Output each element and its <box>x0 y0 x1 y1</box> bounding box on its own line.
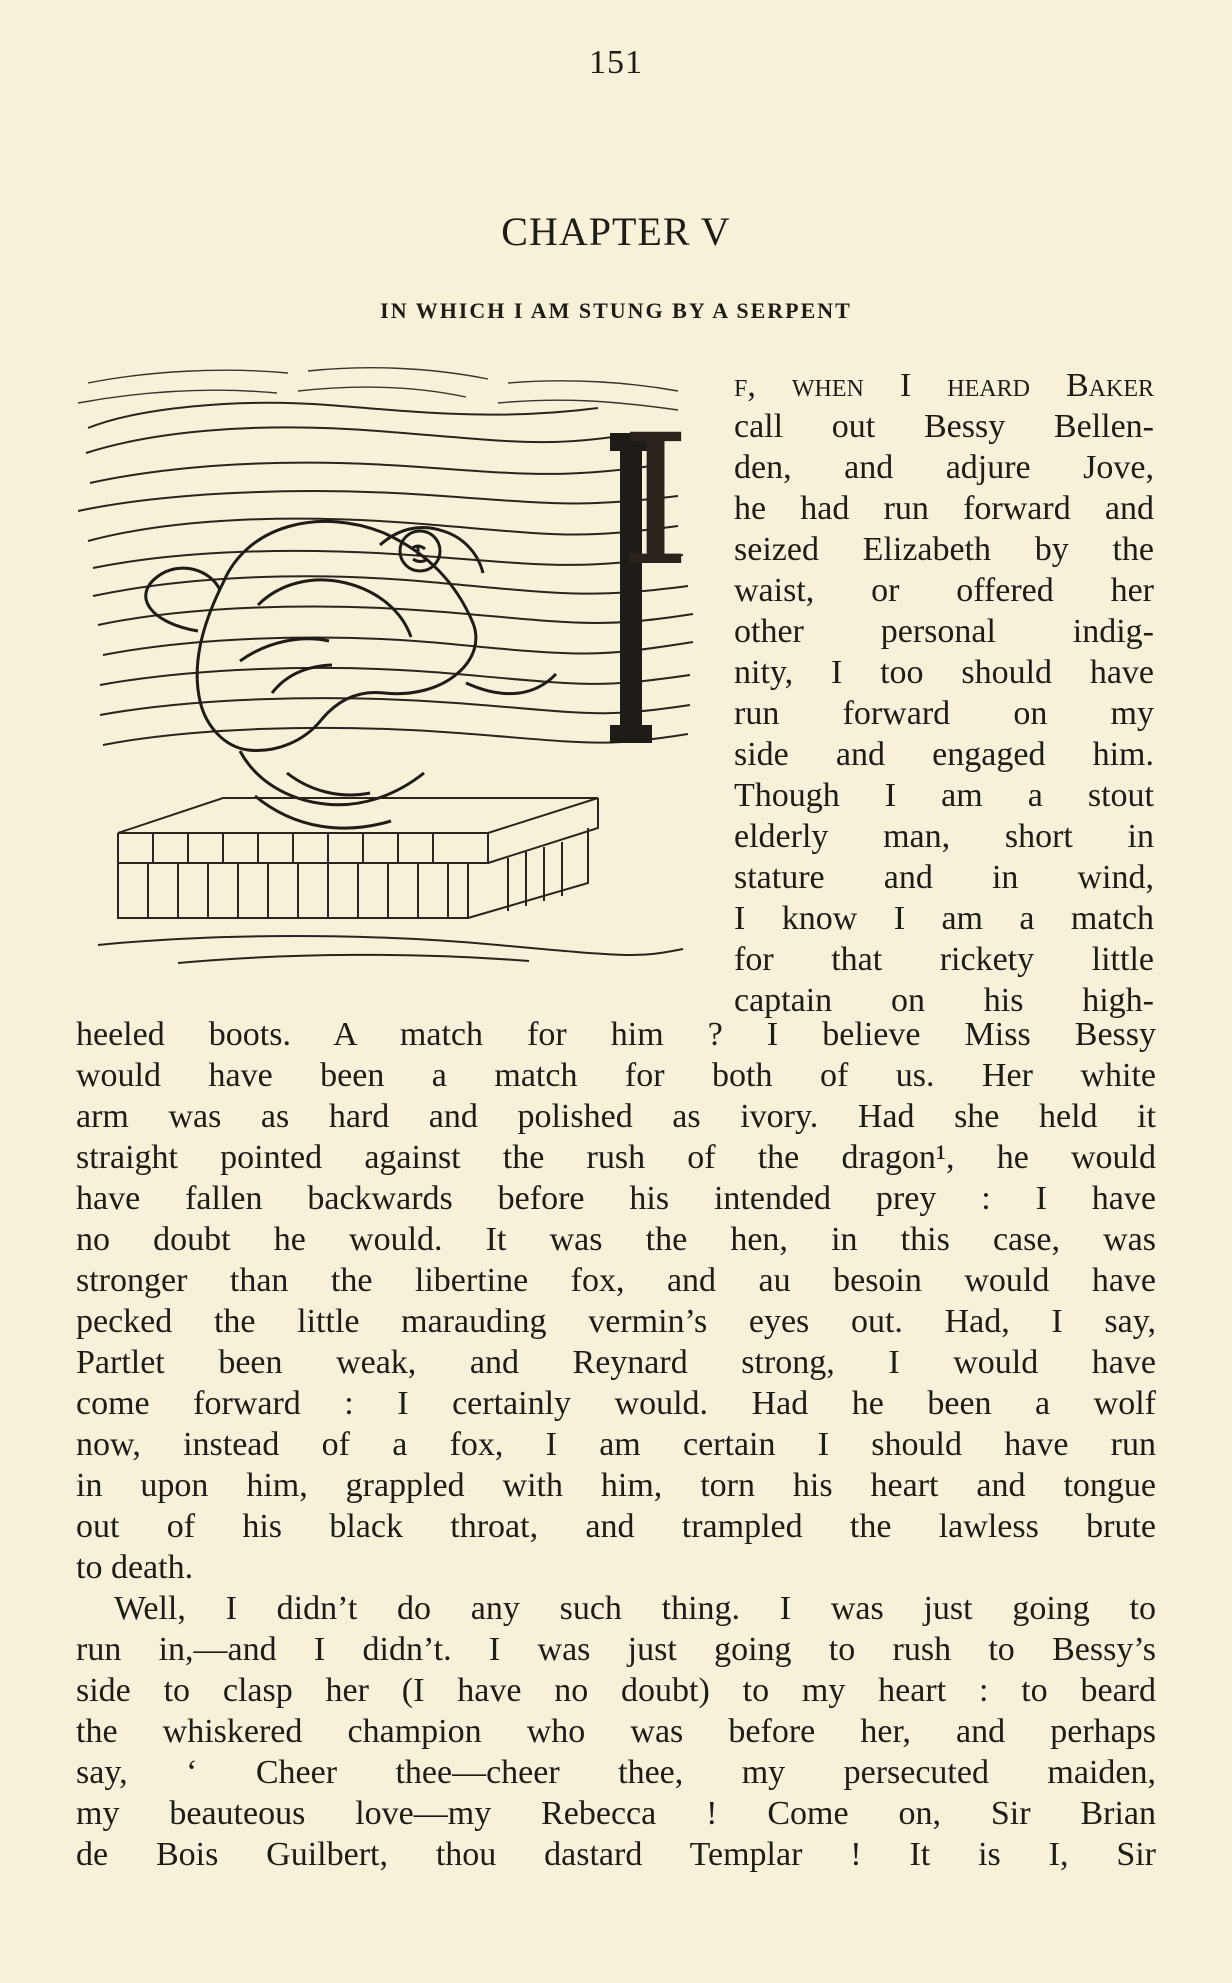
body-line: in upon him, grappled with him, torn his heart and tongue <box>76 1467 1156 1504</box>
side-line: captain on his high- <box>734 982 1154 1019</box>
body-line: Partlet been weak, and Reynard strong, I would have <box>76 1344 1156 1381</box>
body-line: out of his black throat, and trampled the lawless brute <box>76 1508 1156 1545</box>
side-line: run forward on my <box>734 695 1154 732</box>
body-line: have fallen backwards before his intended prey : I have <box>76 1180 1156 1217</box>
body-line: now, instead of a fox, I am certain I should have run <box>76 1426 1156 1463</box>
page-number: 151 <box>589 44 643 81</box>
side-line: f, when I heard Baker <box>734 367 1154 404</box>
chapter-subtitle: IN WHICH I AM STUNG BY A SERPENT <box>380 298 852 323</box>
drop-cap-letter: I <box>620 397 692 606</box>
illustration-lion-on-pedestal <box>78 363 698 973</box>
body-paragraphs <box>76 1014 1156 1875</box>
body-line: Well, I didn’t do any such thing. I was just going to <box>114 1590 1156 1627</box>
body-line: stronger than the libertine fox, and au besoin would have <box>76 1262 1156 1299</box>
body-line: pecked the little marauding vermin’s eyes out. Had, I say, <box>76 1303 1156 1340</box>
body-line: would have been a match for both of us. Her white <box>76 1057 1156 1094</box>
side-line: call out Bessy Bellen- <box>734 408 1154 445</box>
side-line: for that rickety little <box>734 941 1154 978</box>
drop-cap-paragraph <box>734 365 1154 1021</box>
body-line: side to clasp her (I have no doubt) to my heart : to beard <box>76 1672 1156 1709</box>
chapter-title: CHAPTER V <box>501 209 731 254</box>
body-line: no doubt he would. It was the hen, in this case, was <box>76 1221 1156 1258</box>
side-line: elderly man, short in <box>734 818 1154 855</box>
side-line: Though I am a stout <box>734 777 1154 814</box>
side-line: other personal indig- <box>734 613 1154 650</box>
side-line: den, and adjure Jove, <box>734 449 1154 486</box>
side-line: waist, or offered her <box>734 572 1154 609</box>
body-line: the whiskered champion who was before her, and perhaps <box>76 1713 1156 1750</box>
body-line: arm was as hard and polished as ivory. Had she held it <box>76 1098 1156 1135</box>
side-line: he had run forward and <box>734 490 1154 527</box>
body-line: come forward : I certainly would. Had he been a wolf <box>76 1385 1156 1422</box>
side-line: seized Elizabeth by the <box>734 531 1154 568</box>
body-line: say, ‘ Cheer thee—cheer thee, my persecuted maiden, <box>76 1754 1156 1791</box>
body-line: run in,—and I didn’t. I was just going to rush to Bessy’s <box>76 1631 1156 1668</box>
body-line: straight pointed against the rush of the dragon¹, he would <box>76 1139 1156 1176</box>
body-line: my beauteous love—my Rebecca ! Come on, Sir Brian <box>76 1795 1156 1832</box>
side-line: I know I am a match <box>734 900 1154 937</box>
body-line: heeled boots. A match for him ? I believe Miss Bessy <box>76 1016 1156 1053</box>
side-line: stature and in wind, <box>734 859 1154 896</box>
body-line: to death. <box>76 1549 194 1586</box>
side-line: side and engaged him. <box>734 736 1154 773</box>
body-line: de Bois Guilbert, thou dastard Templar ! It is I, Sir <box>76 1836 1156 1873</box>
side-line: nity, I too should have <box>734 654 1154 691</box>
